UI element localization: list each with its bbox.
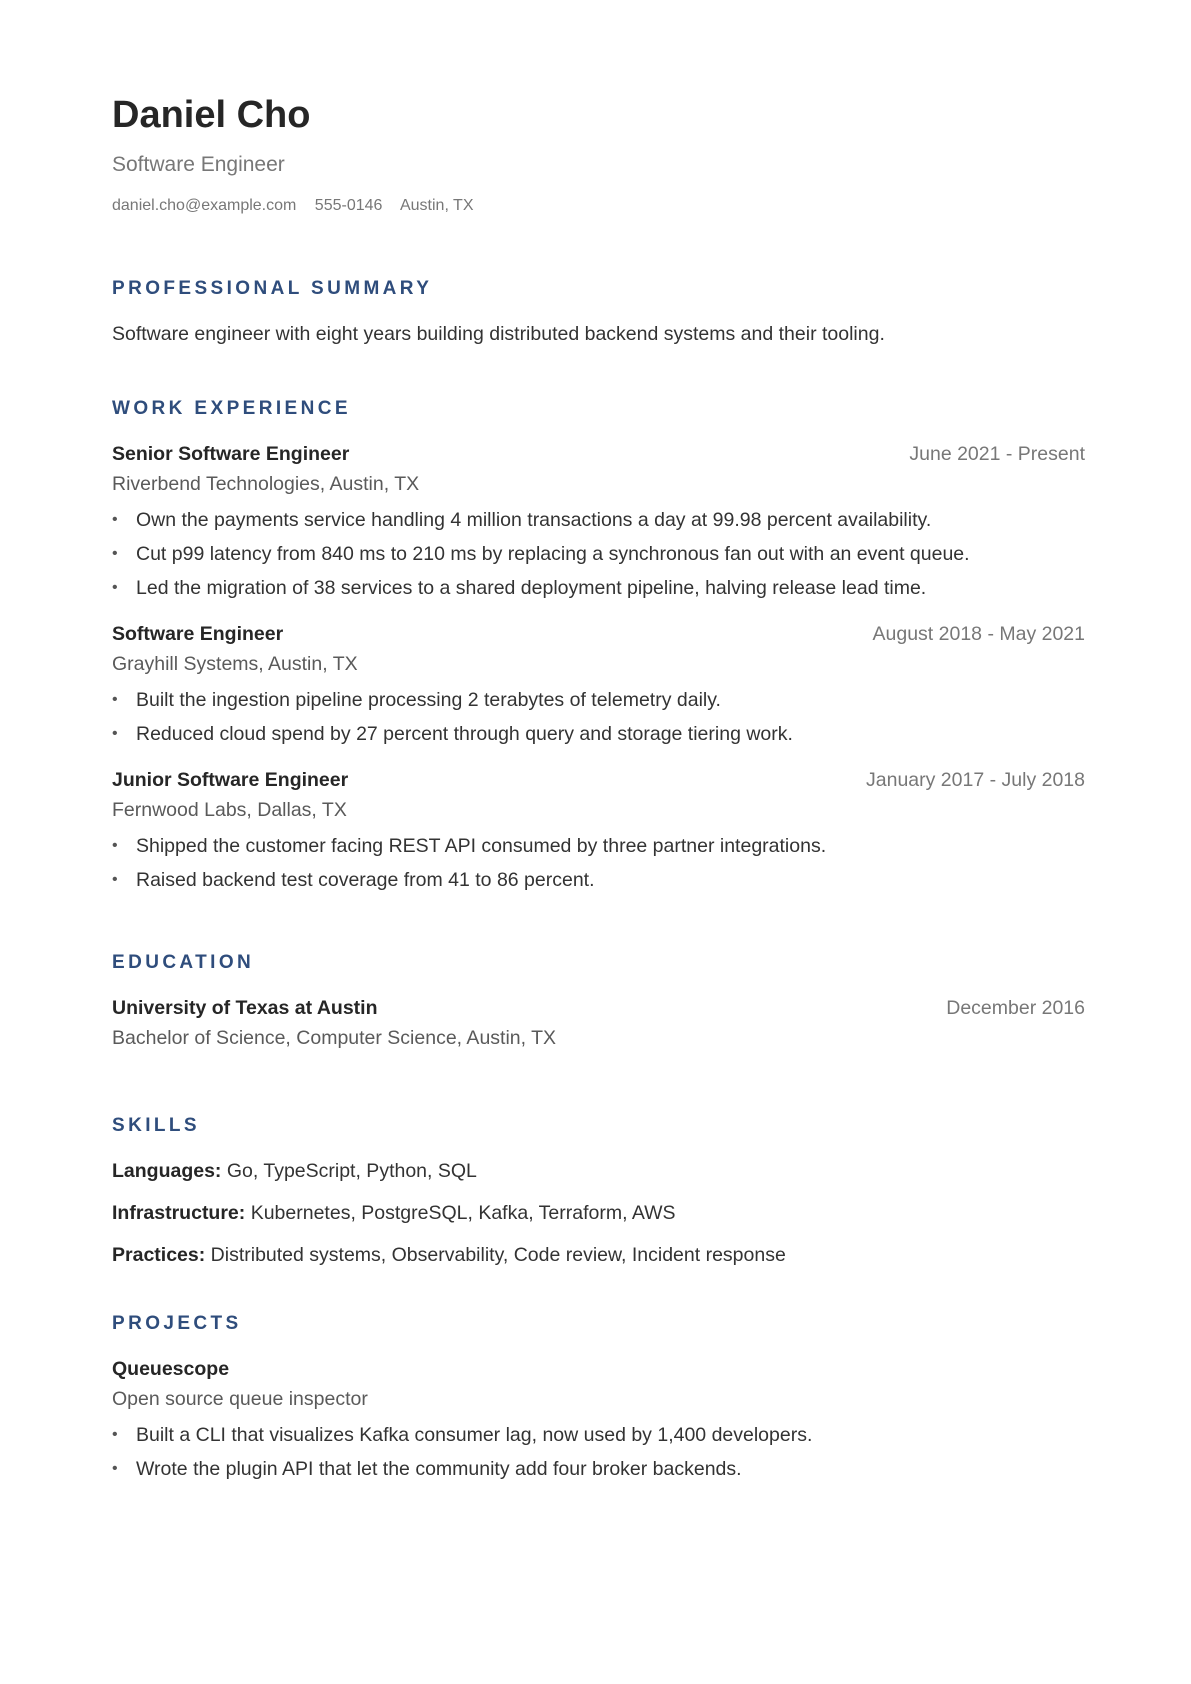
bullet-item — [112, 1456, 1085, 1482]
job-company: Fernwood Labs, Dallas, TX — [112, 799, 347, 821]
projects-section — [112, 1312, 1085, 1482]
skills-list — [112, 1158, 1085, 1268]
section-title-education: EDUCATION — [112, 952, 255, 973]
bullet-icon: • — [112, 1426, 118, 1443]
candidate-headline: Software Engineer — [112, 153, 285, 176]
summary-text: Software engineer with eight years building distributed backend systems and their tooling. — [112, 323, 885, 345]
bullet-icon: • — [112, 725, 118, 742]
bullet-item — [112, 687, 1085, 713]
job-dates: June 2021 - Present — [909, 443, 1085, 465]
project-subtitle: Open source queue inspector — [112, 1388, 368, 1410]
job-dates: January 2017 - July 2018 — [866, 769, 1085, 791]
skill-group — [112, 1242, 1085, 1268]
bullet-icon: • — [112, 1460, 118, 1477]
education-entry — [112, 995, 1085, 1051]
job-dates: August 2018 - May 2021 — [872, 623, 1085, 645]
skill-label: Languages: — [112, 1160, 222, 1182]
project-entry — [112, 1356, 1085, 1482]
skill-label: Practices: — [112, 1244, 206, 1266]
skill-group — [112, 1200, 1085, 1226]
education-degree: Bachelor of Science, Computer Science, Austin, TX — [112, 1027, 557, 1049]
contact-line — [112, 196, 1085, 216]
bullet-icon: • — [112, 545, 118, 562]
skill-group — [112, 1158, 1085, 1184]
job-role: Junior Software Engineer — [112, 769, 349, 791]
education-section — [112, 951, 1085, 1051]
bullet-icon: • — [112, 511, 118, 528]
skill-label: Infrastructure: — [112, 1202, 246, 1224]
resume-header — [112, 93, 1085, 216]
bullet-item — [112, 867, 1085, 893]
bullet-item — [112, 833, 1085, 859]
job-company: Grayhill Systems, Austin, TX — [112, 653, 358, 675]
bullet-text: Wrote the plugin API that let the community add four broker backends. — [136, 1458, 742, 1480]
job-company: Riverbend Technologies, Austin, TX — [112, 473, 420, 495]
bullet-item — [112, 507, 1085, 533]
bullet-icon: • — [112, 691, 118, 708]
skill-items: Go, TypeScript, Python, SQL — [226, 1160, 477, 1182]
bullet-item — [112, 1422, 1085, 1448]
job-role: Software Engineer — [112, 623, 284, 645]
bullet-item — [112, 541, 1085, 567]
education-header — [112, 995, 1085, 1021]
contact-phone: 555-0146 — [314, 197, 383, 214]
bullet-text: Raised backend test coverage from 41 to 86 percent. — [136, 869, 595, 891]
job-entry — [112, 767, 1085, 893]
skill-items: Distributed systems, Observability, Code review, Incident response — [210, 1244, 786, 1266]
project-header — [112, 1356, 1085, 1382]
bullet-text: Built the ingestion pipeline processing 2 terabytes of telemetry daily. — [136, 689, 721, 711]
job-header — [112, 441, 1085, 467]
project-bullets — [112, 1422, 1085, 1482]
job-bullets — [112, 833, 1085, 893]
education-date: December 2016 — [946, 997, 1085, 1019]
bullet-text: Built a CLI that visualizes Kafka consumer lag, now used by 1,400 developers. — [136, 1424, 813, 1446]
bullet-text: Led the migration of 38 services to a shared deployment pipeline, halving release lead time. — [136, 577, 927, 599]
bullet-text: Own the payments service handling 4 million transactions a day at 99.98 percent availability. — [136, 509, 932, 531]
job-role: Senior Software Engineer — [112, 443, 350, 465]
bullet-text: Shipped the customer facing REST API consumed by three partner integrations. — [136, 835, 827, 857]
skills-section — [112, 1114, 1085, 1268]
bullet-text: Reduced cloud spend by 27 percent through query and storage tiering work. — [136, 723, 793, 745]
project-name: Queuescope — [112, 1358, 230, 1380]
section-title-skills: SKILLS — [112, 1115, 200, 1136]
bullet-icon: • — [112, 837, 118, 854]
job-header — [112, 767, 1085, 793]
bullet-text: Cut p99 latency from 840 ms to 210 ms by replacing a synchronous fan out with an event queue. — [136, 543, 970, 565]
bullet-icon: • — [112, 871, 118, 888]
education-school: University of Texas at Austin — [112, 997, 378, 1019]
job-entry — [112, 441, 1085, 601]
skill-items: Kubernetes, PostgreSQL, Kafka, Terraform, AWS — [250, 1202, 676, 1224]
section-title-summary: PROFESSIONAL SUMMARY — [112, 278, 433, 299]
contact-location: Austin, TX — [399, 197, 474, 214]
experience-section — [112, 397, 1085, 893]
candidate-name: Daniel Cho — [112, 94, 311, 136]
job-bullets — [112, 687, 1085, 747]
section-title-projects: PROJECTS — [112, 1313, 242, 1334]
contact-email: daniel.cho@example.com — [112, 197, 297, 214]
summary-section — [112, 277, 1085, 347]
section-title-experience: WORK EXPERIENCE — [112, 398, 351, 419]
bullet-item — [112, 721, 1085, 747]
job-bullets — [112, 507, 1085, 601]
job-header — [112, 621, 1085, 647]
bullet-item — [112, 575, 1085, 601]
job-entry — [112, 621, 1085, 747]
bullet-icon: • — [112, 579, 118, 596]
